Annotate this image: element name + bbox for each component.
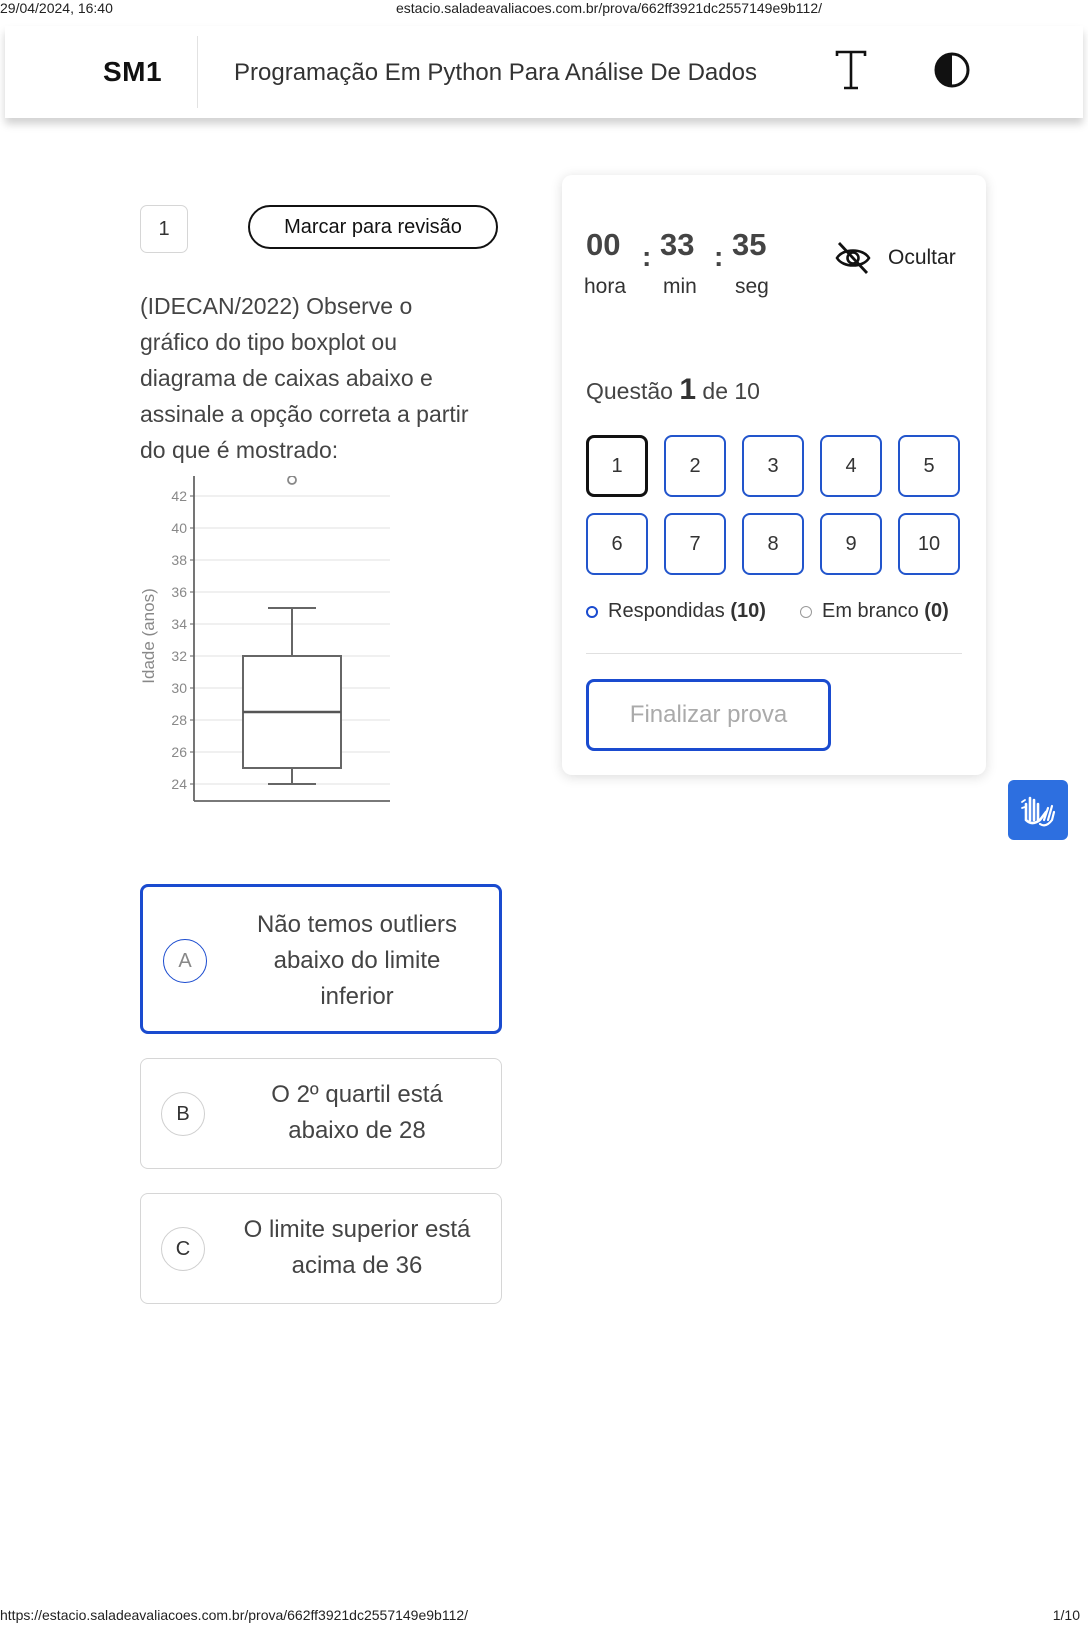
answered-dot-icon	[586, 606, 598, 618]
question-number: 1	[140, 205, 188, 253]
panel-divider	[586, 653, 962, 654]
option-text: Não temos outliers abaixo do limite inferior	[256, 911, 458, 1010]
question-nav-2[interactable]: 2	[664, 435, 726, 497]
print-header	[0, 0, 1088, 18]
question-nav-5[interactable]: 5	[898, 435, 960, 497]
legend-answered: Respondidas (10)	[586, 600, 766, 623]
option-letter: A	[163, 939, 207, 983]
print-page-number: 1/10	[1052, 1607, 1080, 1623]
y-tick-label: 24	[171, 776, 187, 792]
y-tick-label: 38	[171, 552, 187, 568]
question-nav-7[interactable]: 7	[664, 513, 726, 575]
timer-seconds-label: seg	[735, 275, 769, 298]
y-tick-label: 32	[171, 648, 187, 664]
question-nav-1[interactable]: 1	[586, 435, 648, 497]
blank-dot-icon	[800, 606, 812, 618]
legend-blank: Em branco (0)	[800, 600, 949, 623]
question-nav-6[interactable]: 6	[586, 513, 648, 575]
question-text: (IDECAN/2022) Observe o gráfico do tipo boxplot ou diagrama de caixas abaixo e assinale a opção correta a partir do que é mostrado:	[140, 293, 469, 463]
print-footer	[0, 1607, 1088, 1625]
timer-hours: 00	[586, 227, 621, 262]
question-nav-3[interactable]: 3	[742, 435, 804, 497]
option-a[interactable]	[140, 884, 502, 1034]
option-letter: B	[161, 1092, 205, 1136]
y-tick-label: 28	[171, 712, 187, 728]
boxplot-chart	[138, 476, 408, 836]
timer-minutes-label: min	[663, 275, 697, 298]
mark-for-review-button[interactable]: Marcar para revisão	[248, 205, 498, 249]
print-datetime: 29/04/2024, 16:40	[0, 0, 113, 16]
sign-language-button[interactable]	[1008, 780, 1068, 840]
header-divider	[197, 36, 198, 108]
timer-colon: :	[642, 241, 652, 272]
outlier-point	[288, 476, 296, 484]
eye-off-icon	[834, 241, 872, 275]
question-counter: Questão 1 de 10	[586, 373, 760, 406]
exam-side-panel	[562, 175, 986, 775]
hide-timer-label: Ocultar	[888, 246, 956, 269]
y-tick-label: 34	[171, 616, 187, 632]
font-size-icon[interactable]	[831, 48, 871, 92]
print-footer-url: https://estacio.saladeavaliacoes.com.br/prova/662ff3921dc2557149e9b112/	[0, 1607, 469, 1623]
timer-colon: :	[714, 241, 724, 272]
option-letter: C	[161, 1227, 205, 1271]
y-axis-label: Idade (anos)	[139, 588, 158, 684]
question-nav-10[interactable]: 10	[898, 513, 960, 575]
logo: SM1	[103, 56, 163, 87]
sign-language-icon	[1018, 790, 1058, 830]
print-url: estacio.saladeavaliacoes.com.br/prova/662ff3921dc2557149e9b112/	[396, 0, 823, 16]
option-c[interactable]	[140, 1193, 502, 1304]
y-tick-label: 30	[171, 680, 187, 696]
option-text: O 2º quartil está abaixo de 28	[271, 1081, 443, 1144]
y-tick-label: 42	[171, 488, 187, 504]
timer-hours-label: hora	[584, 275, 627, 298]
y-tick-label: 26	[171, 744, 187, 760]
hide-timer-button[interactable]	[834, 241, 956, 275]
finish-exam-button[interactable]: Finalizar prova	[586, 679, 831, 751]
contrast-icon[interactable]	[932, 50, 972, 90]
timer-seconds: 35	[732, 227, 767, 262]
y-tick-label: 36	[171, 584, 187, 600]
option-b[interactable]	[140, 1058, 502, 1169]
course-title: Programação Em Python Para Análise De Dados	[234, 59, 757, 86]
timer-minutes: 33	[660, 227, 695, 262]
question-nav-4[interactable]: 4	[820, 435, 882, 497]
top-bar	[5, 26, 1083, 118]
question-nav-9[interactable]: 9	[820, 513, 882, 575]
question-nav-8[interactable]: 8	[742, 513, 804, 575]
y-tick-label: 40	[171, 520, 187, 536]
option-text: O limite superior está acima de 36	[243, 1216, 471, 1279]
